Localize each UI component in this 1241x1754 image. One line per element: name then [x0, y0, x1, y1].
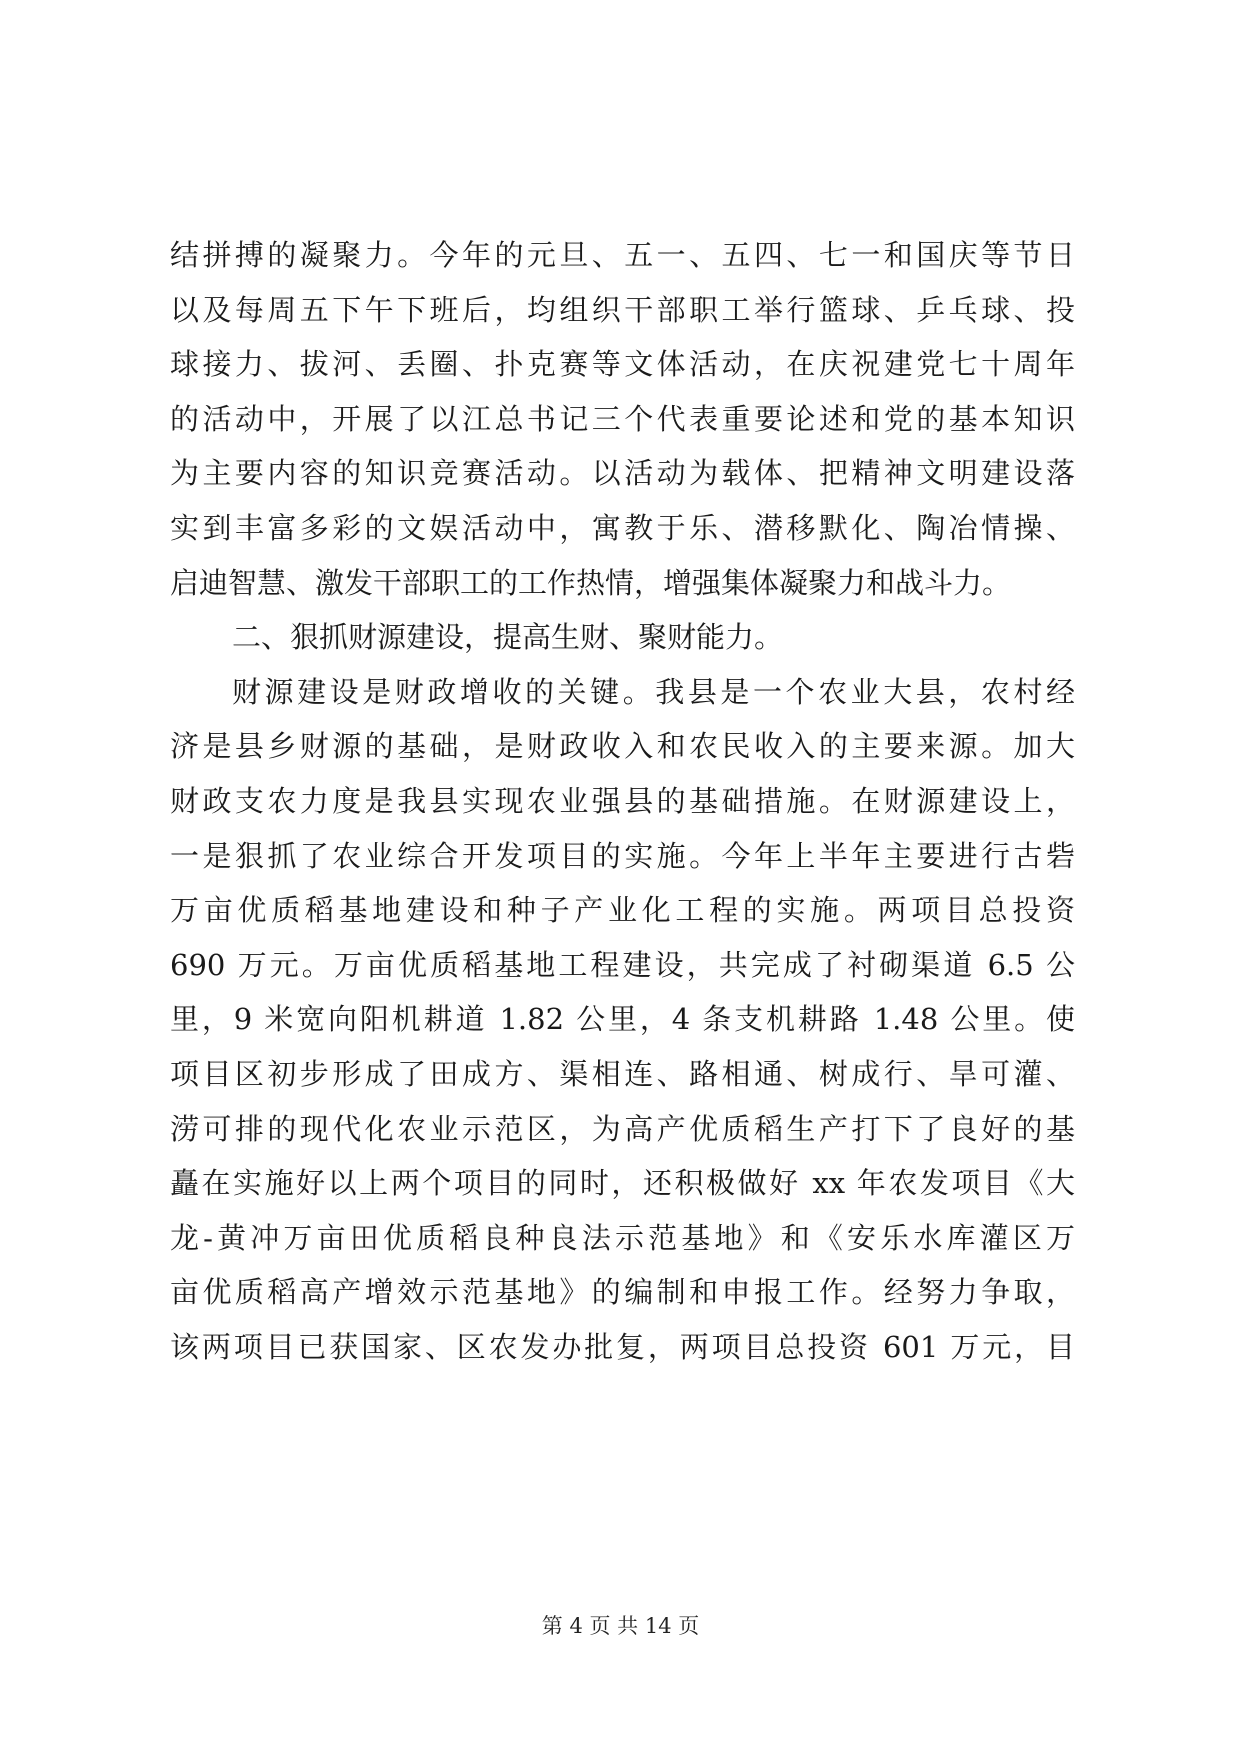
- section-heading: 二、狠抓财源建设，提高生财、聚财能力。: [232, 620, 784, 655]
- text-line-2: 以及每周五下午下班后，均组织干部职工举行篮球、乒乓球、投: [170, 292, 1075, 327]
- text-line-15: 里，9 米宽向阳机耕道 1.82 公里，4 条支机耕路 1.48 公里。使: [170, 1002, 1075, 1037]
- text-line-18: 矗在实施好以上两个项目的同时，还积极做好 xx 年农发项目《大: [170, 1166, 1075, 1201]
- text-line-21: 该两项目已获国家、区农发办批复，两项目总投资 601 万元，目: [170, 1329, 1075, 1364]
- text-line-11: 财政支农力度是我县实现农业强县的基础措施。在财源建设上，: [170, 783, 1075, 818]
- page-number-footer: 第 4 页 共 14 页: [541, 1614, 700, 1638]
- text-line-14: 690 万元。万亩优质稻基地工程建设，共完成了衬砌渠道 6.5 公: [170, 947, 1075, 982]
- text-line-13: 万亩优质稻基地建设和种子产业化工程的实施。两项目总投资: [170, 893, 1075, 928]
- text-line-7: 启迪智慧、激发干部职工的工作热情，增强集体凝聚力和战斗力。: [170, 565, 1012, 600]
- body-text: [170, 228, 1075, 1374]
- text-line-20: 亩优质稻高产增效示范基地》的编制和申报工作。经努力争取，: [170, 1275, 1075, 1310]
- text-line-9: 财源建设是财政增收的关键。我县是一个农业大县，农村经: [232, 674, 1075, 709]
- text-line-6: 实到丰富多彩的文娱活动中，寓教于乐、潜移默化、陶冶情操、: [170, 510, 1075, 545]
- text-line-3: 球接力、拔河、丢圈、扑克赛等文体活动，在庆祝建党七十周年: [170, 347, 1075, 382]
- text-line-5: 为主要内容的知识竞赛活动。以活动为载体、把精神文明建设落: [170, 456, 1075, 491]
- text-line-19: 龙-黄冲万亩田优质稻良种良法示范基地》和《安乐水库灌区万: [170, 1220, 1075, 1255]
- text-line-4: 的活动中，开展了以江总书记三个代表重要论述和党的基本知识: [170, 401, 1075, 436]
- text-line-1: 结拼搏的凝聚力。今年的元旦、五一、五四、七一和国庆等节日: [170, 238, 1075, 272]
- text-line-12: 一是狠抓了农业综合开发项目的实施。今年上半年主要进行古砦: [170, 838, 1075, 873]
- text-line-10: 济是县乡财源的基础，是财政收入和农民收入的主要来源。加大: [170, 729, 1075, 764]
- text-line-17: 涝可排的现代化农业示范区，为高产优质稻生产打下了良好的基: [170, 1111, 1075, 1146]
- text-line-16: 项目区初步形成了田成方、渠相连、路相通、树成行、旱可灌、: [170, 1056, 1075, 1091]
